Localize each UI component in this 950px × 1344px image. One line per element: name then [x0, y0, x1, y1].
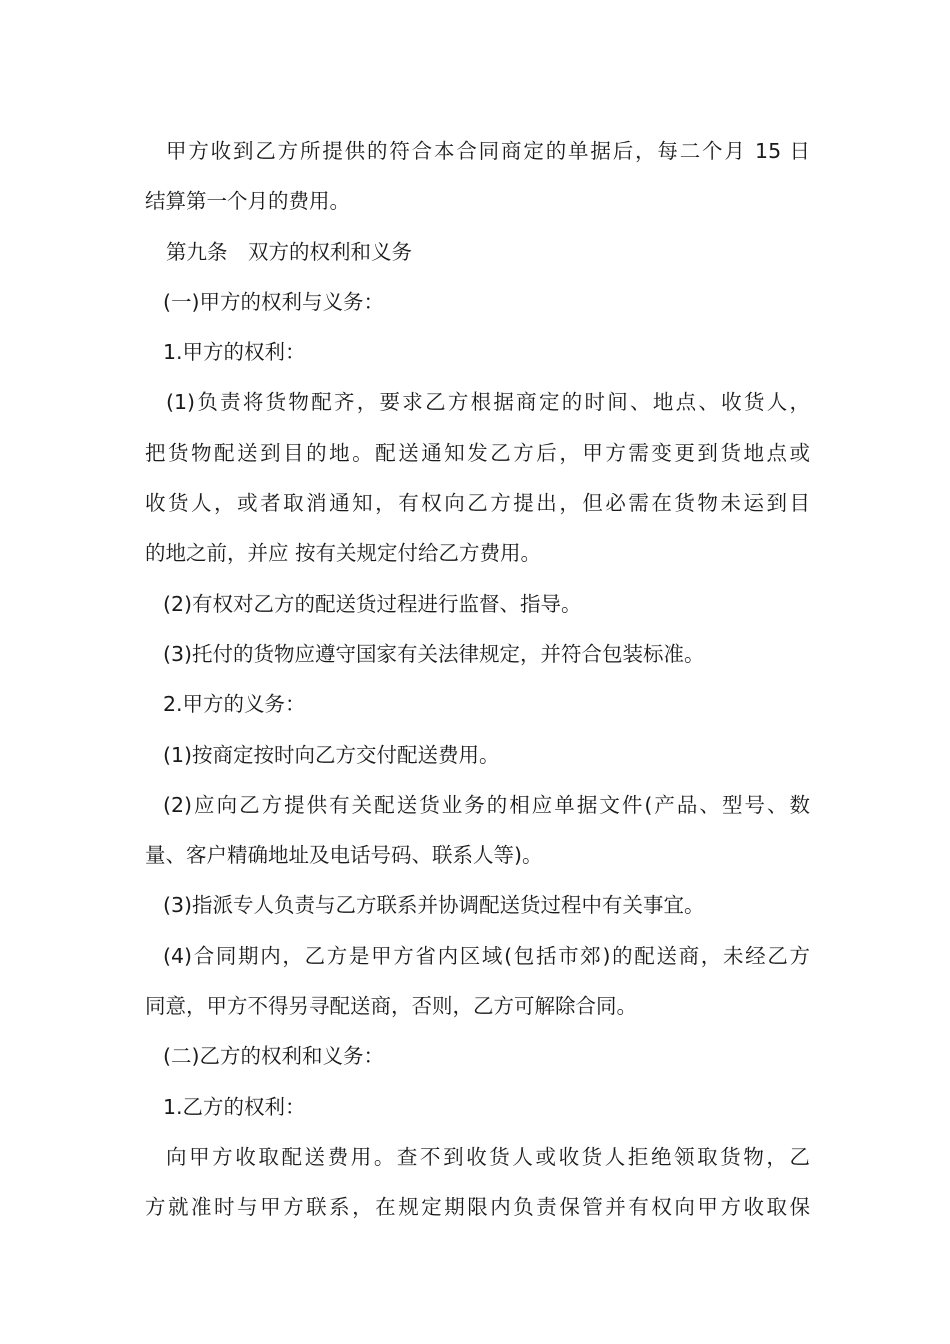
paragraph-line: 甲方收到乙方所提供的符合本合同商定的单据后，每二个月 15 日 [166, 139, 810, 163]
subsection-heading: 2.甲方的义务： [163, 692, 306, 717]
paragraph-line: 把货物配送到目的地。配送通知发乙方后，甲方需变更到货地点或 [145, 440, 810, 465]
document-body [145, 126, 810, 1233]
paragraph-line: (3)托付的货物应遵守国家有关法律规定，并符合包装标准。 [163, 641, 705, 666]
paragraph-line: (3)指派专人负责与乙方联系并协调配送货过程中有关事宜。 [163, 893, 705, 918]
paragraph-line: (1)按商定按时向乙方交付配送费用。 [163, 742, 500, 767]
paragraph-line: 向甲方收取配送费用。查不到收货人或收货人拒绝领取货物，乙 [166, 1144, 810, 1169]
paragraph-line: 收货人，或者取消通知，有权向乙方提出，但必需在货物未运到目 [145, 491, 810, 516]
subsection-heading: 1.乙方的权利： [163, 1094, 306, 1119]
article-heading: 第九条 双方的权利和义务 [166, 239, 412, 264]
paragraph-line: (2)有权对乙方的配送货过程进行监督、指导。 [163, 591, 582, 616]
subsection-heading: 1.甲方的权利： [163, 340, 306, 365]
section-heading: (二)乙方的权利和义务： [163, 1044, 384, 1069]
paragraph-line: (4)合同期内，乙方是甲方省内区域(包括市郊)的配送商，未经乙方 [163, 943, 810, 968]
paragraph-line: (1)负责将货物配齐，要求乙方根据商定的时间、地点、收货人， [166, 390, 810, 415]
paragraph-line: 结算第一个月的费用。 [145, 189, 350, 214]
section-heading: (一)甲方的权利与义务： [163, 289, 384, 314]
paragraph-line: 方就准时与甲方联系，在规定期限内负责保管并有权向甲方收取保 [145, 1195, 810, 1220]
paragraph-line: 的地之前，并应 按有关规定付给乙方费用。 [145, 541, 542, 566]
paragraph-line: 同意，甲方不得另寻配送商，否则，乙方可解除合同。 [145, 994, 637, 1019]
paragraph-line: (2)应向乙方提供有关配送货业务的相应单据文件(产品、型号、数 [163, 792, 810, 817]
paragraph-line: 量、客户精确地址及电话号码、联系人等)。 [145, 843, 543, 868]
